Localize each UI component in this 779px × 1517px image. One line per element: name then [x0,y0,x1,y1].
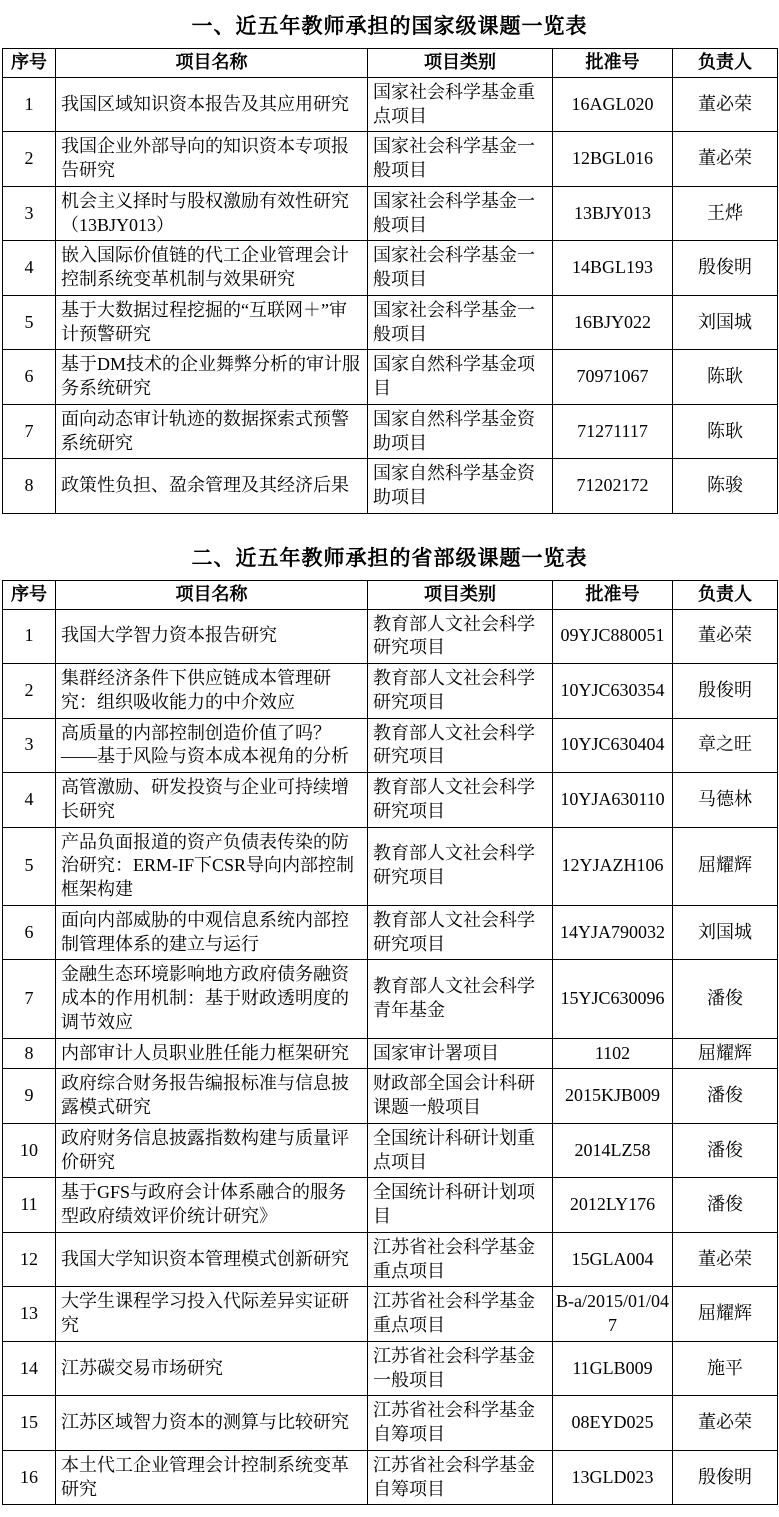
table-row [3,1450,778,1505]
column-header: 项目类别 [368,49,553,78]
row-number-cell: 7 [3,404,56,459]
project-category-cell: 国家自然科学基金项目 [368,350,553,405]
approval-number-cell: 2014LZ58 [553,1123,673,1178]
approval-number-cell: B-a/2015/01/047 [553,1287,673,1342]
approval-number-cell: 08EYD025 [553,1396,673,1451]
table-row [3,1069,778,1124]
project-category-cell: 国家社会科学基金一般项目 [368,132,553,187]
row-number-cell: 8 [3,1038,56,1069]
principal-cell: 潘俊 [673,1069,778,1124]
approval-number-cell: 12BGL016 [553,132,673,187]
project-name-cell: 高质量的内部控制创造价值了吗？——基于风险与资本成本视角的分析 [56,718,368,773]
table-row [3,1287,778,1342]
table-row [3,609,778,664]
row-number-cell: 14 [3,1341,56,1396]
project-category-cell: 教育部人文社会科学研究项目 [368,718,553,773]
project-name-cell: 本土代工企业管理会计控制系统变革研究 [56,1450,368,1505]
project-name-cell: 面向内部威胁的中观信息系统内部控制管理体系的建立与运行 [56,905,368,960]
project-category-cell: 国家社会科学基金一般项目 [368,295,553,350]
project-category-cell: 江苏省社会科学基金重点项目 [368,1287,553,1342]
row-number-cell: 2 [3,664,56,719]
approval-number-cell: 1102 [553,1038,673,1069]
project-category-cell: 江苏省社会科学基金自筹项目 [368,1450,553,1505]
provincial-projects-table [2,580,778,1506]
project-name-cell: 内部审计人员职业胜任能力框架研究 [56,1038,368,1069]
project-category-cell: 江苏省社会科学基金重点项目 [368,1232,553,1287]
project-name-cell: 江苏碳交易市场研究 [56,1341,368,1396]
column-header: 负责人 [673,580,778,609]
row-number-cell: 8 [3,459,56,514]
project-category-cell: 国家审计署项目 [368,1038,553,1069]
approval-number-cell: 16BJY022 [553,295,673,350]
row-number-cell: 9 [3,1069,56,1124]
table-row [3,1038,778,1069]
principal-cell: 屈耀辉 [673,1287,778,1342]
project-category-cell: 教育部人文社会科学研究项目 [368,905,553,960]
principal-cell: 董必荣 [673,1396,778,1451]
approval-number-cell: 14YJA790032 [553,905,673,960]
approval-number-cell: 09YJC880051 [553,609,673,664]
project-name-cell: 我国企业外部导向的知识资本专项报告研究 [56,132,368,187]
table-row [3,295,778,350]
principal-cell: 施平 [673,1341,778,1396]
row-number-cell: 3 [3,186,56,241]
approval-number-cell: 15YJC630096 [553,960,673,1038]
project-name-cell: 江苏区域智力资本的测算与比较研究 [56,1396,368,1451]
table-row [3,459,778,514]
principal-cell: 殷俊明 [673,1450,778,1505]
approval-number-cell: 16AGL020 [553,77,673,132]
national-projects-table [2,48,778,514]
project-name-cell: 政府综合财务报告编报标准与信息披露模式研究 [56,1069,368,1124]
table-row [3,1123,778,1178]
table-row [3,1232,778,1287]
row-number-cell: 15 [3,1396,56,1451]
column-header: 批准号 [553,580,673,609]
principal-cell: 潘俊 [673,1123,778,1178]
approval-number-cell: 70971067 [553,350,673,405]
national-projects-section [2,10,777,514]
project-category-cell: 江苏省社会科学基金自筹项目 [368,1396,553,1451]
principal-cell: 潘俊 [673,960,778,1038]
project-name-cell: 政府财务信息披露指数构建与质量评价研究 [56,1123,368,1178]
principal-cell: 刘国城 [673,295,778,350]
principal-cell: 屈耀辉 [673,1038,778,1069]
project-name-cell: 基于DM技术的企业舞弊分析的审计服务系统研究 [56,350,368,405]
table-row [3,905,778,960]
principal-cell: 董必荣 [673,77,778,132]
row-number-cell: 6 [3,350,56,405]
project-name-cell: 我国大学智力资本报告研究 [56,609,368,664]
approval-number-cell: 10YJA630110 [553,773,673,828]
table-row [3,773,778,828]
project-name-cell: 我国区域知识资本报告及其应用研究 [56,77,368,132]
project-name-cell: 嵌入国际价值链的代工企业管理会计控制系统变革机制与效果研究 [56,241,368,296]
approval-number-cell: 71202172 [553,459,673,514]
project-category-cell: 教育部人文社会科学研究项目 [368,664,553,719]
row-number-cell: 4 [3,773,56,828]
project-category-cell: 全国统计科研计划重点项目 [368,1123,553,1178]
table-row [3,1396,778,1451]
column-header: 负责人 [673,49,778,78]
row-number-cell: 1 [3,609,56,664]
column-header: 项目名称 [56,580,368,609]
table-row [3,404,778,459]
project-name-cell: 高管激励、研发投资与企业可持续增长研究 [56,773,368,828]
row-number-cell: 1 [3,77,56,132]
table-row [3,827,778,905]
project-name-cell: 集群经济条件下供应链成本管理研究：组织吸收能力的中介效应 [56,664,368,719]
project-name-cell: 金融生态环境影响地方政府债务融资成本的作用机制：基于财政透明度的调节效应 [56,960,368,1038]
row-number-cell: 2 [3,132,56,187]
project-category-cell: 江苏省社会科学基金一般项目 [368,1341,553,1396]
project-category-cell: 国家社会科学基金一般项目 [368,186,553,241]
project-name-cell: 面向动态审计轨迹的数据探索式预警系统研究 [56,404,368,459]
principal-cell: 陈耿 [673,404,778,459]
table-row [3,132,778,187]
principal-cell: 陈骏 [673,459,778,514]
project-name-cell: 我国大学知识资本管理模式创新研究 [56,1232,368,1287]
project-name-cell: 机会主义择时与股权激励有效性研究（13BJY013） [56,186,368,241]
principal-cell: 潘俊 [673,1178,778,1233]
approval-number-cell: 11GLB009 [553,1341,673,1396]
column-header: 批准号 [553,49,673,78]
approval-number-cell: 12YJAZH106 [553,827,673,905]
header-row [3,49,778,78]
row-number-cell: 5 [3,295,56,350]
project-category-cell: 教育部人文社会科学青年基金 [368,960,553,1038]
provincial-projects-section [2,542,777,1506]
principal-cell: 陈耿 [673,350,778,405]
principal-cell: 董必荣 [673,132,778,187]
project-category-cell: 国家自然科学基金资助项目 [368,404,553,459]
principal-cell: 章之旺 [673,718,778,773]
project-category-cell: 教育部人文社会科学研究项目 [368,773,553,828]
row-number-cell: 13 [3,1287,56,1342]
provincial-projects-table-title: 二、近五年教师承担的省部级课题一览表 [191,545,588,570]
table-row [3,241,778,296]
row-number-cell: 3 [3,718,56,773]
table-row [3,186,778,241]
approval-number-cell: 2015KJB009 [553,1069,673,1124]
principal-cell: 董必荣 [673,609,778,664]
row-number-cell: 7 [3,960,56,1038]
project-name-cell: 政策性负担、盈余管理及其经济后果 [56,459,368,514]
project-category-cell: 教育部人文社会科学研究项目 [368,609,553,664]
table-row [3,1178,778,1233]
principal-cell: 屈耀辉 [673,827,778,905]
approval-number-cell: 2012LY176 [553,1178,673,1233]
header-row [3,580,778,609]
row-number-cell: 16 [3,1450,56,1505]
project-name-cell: 基于GFS与政府会计体系融合的服务型政府绩效评价统计研究》 [56,1178,368,1233]
row-number-cell: 11 [3,1178,56,1233]
project-category-cell: 财政部全国会计科研课题一般项目 [368,1069,553,1124]
project-name-cell: 大学生课程学习投入代际差异实证研究 [56,1287,368,1342]
principal-cell: 董必荣 [673,1232,778,1287]
row-number-cell: 10 [3,1123,56,1178]
principal-cell: 殷俊明 [673,241,778,296]
approval-number-cell: 13BJY013 [553,186,673,241]
approval-number-cell: 10YJC630354 [553,664,673,719]
principal-cell: 马德林 [673,773,778,828]
table-row [3,960,778,1038]
project-category-cell: 国家社会科学基金重点项目 [368,77,553,132]
project-category-cell: 教育部人文社会科学研究项目 [368,827,553,905]
project-name-cell: 基于大数据过程挖掘的“互联网＋”审计预警研究 [56,295,368,350]
approval-number-cell: 14BGL193 [553,241,673,296]
row-number-cell: 4 [3,241,56,296]
table-row [3,350,778,405]
project-name-cell: 产品负面报道的资产负债表传染的防治研究：ERM-IF下CSR导向内部控制框架构建 [56,827,368,905]
column-header: 序号 [3,580,56,609]
column-header: 项目名称 [56,49,368,78]
approval-number-cell: 71271117 [553,404,673,459]
approval-number-cell: 13GLD023 [553,1450,673,1505]
principal-cell: 刘国城 [673,905,778,960]
table-row [3,664,778,719]
approval-number-cell: 15GLA004 [553,1232,673,1287]
row-number-cell: 6 [3,905,56,960]
project-category-cell: 国家自然科学基金资助项目 [368,459,553,514]
principal-cell: 王烨 [673,186,778,241]
table-row [3,1341,778,1396]
row-number-cell: 12 [3,1232,56,1287]
row-number-cell: 5 [3,827,56,905]
project-category-cell: 全国统计科研计划项目 [368,1178,553,1233]
table-row [3,77,778,132]
column-header: 序号 [3,49,56,78]
project-category-cell: 国家社会科学基金一般项目 [368,241,553,296]
column-header: 项目类别 [368,580,553,609]
approval-number-cell: 10YJC630404 [553,718,673,773]
national-projects-table-title: 一、近五年教师承担的国家级课题一览表 [191,14,588,38]
table-row [3,718,778,773]
principal-cell: 殷俊明 [673,664,778,719]
